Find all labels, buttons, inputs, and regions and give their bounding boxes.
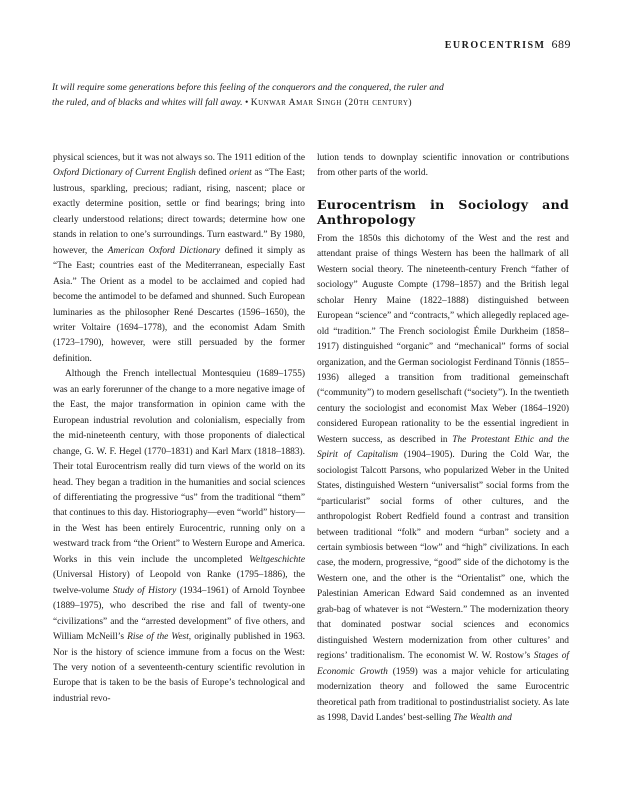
running-head <box>445 37 571 52</box>
text-run: physical sciences, but it was not always so. The 1911 edition of the <box>53 153 305 163</box>
text-run: (Universal History) of Leopold von Ranke (1795–1886), the twelve-volume <box>53 570 305 596</box>
text-run: originally published in 1963. Nor is the history of science immune from a focus on the West: The very notion of a seventeenth-century scientific revolution in Europe that is taken to be the basis of Europe’s technological and industrial revo- <box>53 632 305 704</box>
text-run: (1959) was a major vehicle for articulating modernization theory and followed the same Eurocentric theoretical path from traditional to postindustrialist society. As late as 1998, David Landes’ best-selling <box>317 666 569 723</box>
paragraph: lution tends to downplay scientific innovation or contributions from other parts of the world. <box>317 153 569 179</box>
epigraph-separator: • <box>244 97 249 108</box>
text-run: defined <box>195 168 230 179</box>
epigraph <box>52 80 452 110</box>
paragraph <box>53 151 305 367</box>
paragraph <box>317 232 569 727</box>
running-head-title: EUROCENTRISM <box>444 40 546 51</box>
epigraph-quote: It will require some generations before this feeling of the conquerors and the conquered, the ruler and the ruled, and of blacks and whites will fall away. <box>52 82 444 108</box>
italic-term: orient <box>229 168 252 179</box>
italic-title: Oxford Dictionary of Current English <box>53 168 196 179</box>
italic-title: Stages of Economic Growth <box>317 651 570 677</box>
paragraph <box>53 367 305 707</box>
text-run: (1934–1961) of Arnold Toynbee (1889–1975), who described the rise and fall of twenty-one “civilizations” and the “arrested development” of five others, and William McNeill’s <box>53 585 305 643</box>
italic-title: The Protestant Ethic and the Spirit of Capitalism <box>317 434 570 461</box>
section-heading: Eurocentrism in Sociology and Anthropology <box>317 196 569 227</box>
italic-title: Study of History <box>112 585 177 596</box>
italic-title: Weltgeschichte <box>249 554 305 565</box>
italic-title: Rise of the West, <box>127 632 192 643</box>
left-column <box>53 151 305 707</box>
page-number: 689 <box>551 37 571 51</box>
epigraph-attribution: Kunwar Amar Singh (20th century) <box>250 97 413 108</box>
right-column <box>317 151 569 726</box>
text-run: defined it simply as “The East; countries east of the Mediterranean, especially East Asia.” The Orient as a model to be acclaimed and copied had become the antimodel to be defamed and shunned. Such European luminaries as the philosopher René Descartes (1596–1650), the writer Voltaire (1694–1778), and the economist Adam Smith (1723–1790), however, were still persuaded by the former definition. <box>53 245 306 364</box>
text-run: Although the French intellectual Montesquieu (1689–1755) was an early forerunner of the change to a more negative image of the East, the major transformation in opinion came with the European industrial revolution and colonialism, especially from the mid-nineteenth century, with those proponents of dialectical change, G. W. F. Hegel (1770–1831) and Karl Marx (1818–1883). Their total Eurocentrism really did turn views of the world on its head. They began a tradition in the humanities and social sciences of differentiating the progressive “us” from the traditional “them” that continues to this day. Historiography—even “world” history—in the West has been entirely Eurocentric, running only on a westward track from “the Orient” to Western Europe and America. Works in this vein include the uncompleted <box>53 369 305 565</box>
text-run: as “The East; lustrous, sparkling, precious; radiant, rising, nascent; place or exactly determine position, settle or find bearings; bring into clearly understood relations; direct towards; determine how one stands in relation to one’s surroundings. Turn eastward.” By 1980, however, the <box>53 168 305 256</box>
italic-title: American Oxford Dictionary <box>107 245 221 256</box>
text-run: (1904–1905). During the Cold War, the sociologist Talcott Parsons, who popularized Weber in the United States, distinguished Western “universalist” social forms from the “particularist” social forms of other cultures, and the anthropologist Robert Redfield found a contrast and transition between traditional “folk” and modern “urban” society and a certain symbiosis between “low” and “high” civilizations. In each case, the modern, progressive, “good” side of the dichotomy is the Western one, and the other is the “Orientalist” one, which the Palestinian American Edward Said condemned as an invented grab-bag of whatever is not “Western.” The modernization theory that dominated postwar social sciences and economics distinguished Western modernization from other cultures’ and regions’ traditionalism. The economist W. W. Rostow’s <box>317 450 569 662</box>
text-run: From the 1850s this dichotomy of the West and the rest and attendant praise of things Western has been the hallmark of all Western social theory. The nineteenth-century French “father of sociology” Auguste Compte (1798–1857) and the British legal scholar Henry Maine (1822–1888) distinguished between European “science” and “contracts,” which allegedly replaced age-old “tradition.” The French sociologist Émile Durkheim (1858–1917) distinguished “organic” and “mechanical” forms of social organization, and the German sociologist Ferdinand Tönnis (1855–1936) alleged a transition from traditional gemeinschaft (“community”) to modern gesellschaft (“society”). In the twentieth century the sociologist and economist Max Weber (1864–1920) considered European rationality to be the essential ingredient in Western success, as described in <box>317 233 569 445</box>
italic-title: The Wealth and <box>453 712 512 723</box>
